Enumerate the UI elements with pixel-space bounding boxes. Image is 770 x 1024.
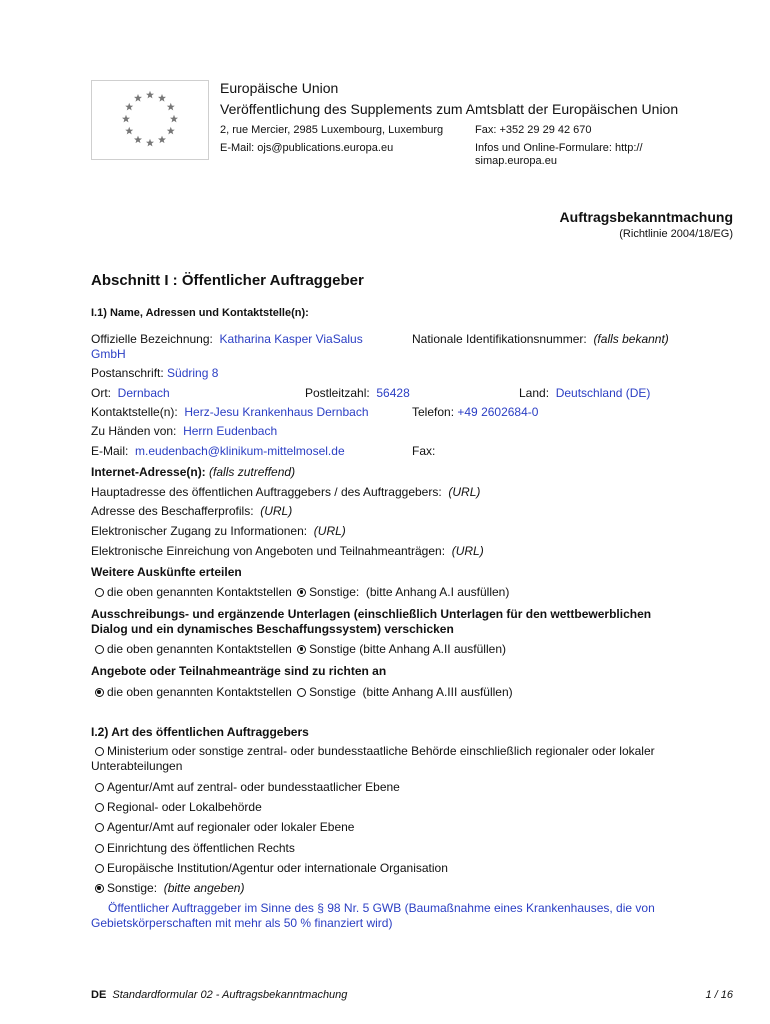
i2-heading: I.2) Art des öffentlichen Auftraggebers (91, 725, 309, 739)
type-ministry-radio[interactable] (95, 747, 104, 756)
eu-star-icon (122, 115, 130, 123)
e-submit-row (91, 544, 484, 558)
e-access-label: Elektronischer Zugang zu Informationen: (91, 524, 308, 538)
type-ministry-label: Ministerium oder sonstige zentral- oder bundesstaatliche Behörde einschließlich regionaler oder lokaler (107, 744, 655, 758)
type-regional-agency-label: Agentur/Amt auf regionaler oder lokaler Ebene (107, 820, 355, 834)
header-fax: Fax: +352 29 29 42 670 (475, 124, 592, 136)
type-other-text-line2: Gebietskörperschaften mit mehr als 50 % finanziert wird) (91, 916, 393, 930)
type-central-agency-label: Agentur/Amt auf zentral- oder bundesstaatlicher Ebene (107, 780, 400, 794)
email-label: E-Mail: (91, 444, 129, 458)
internet-row (91, 465, 295, 479)
postcode-label: Postleitzahl: (305, 386, 370, 400)
type-regional-authority-row (95, 800, 262, 814)
footer-form: Standardformular 02 - Auftragsbekanntmachung (112, 989, 348, 1001)
type-eu-institution-row (95, 861, 448, 875)
i1-heading: I.1) Name, Adressen und Kontaktstelle(n): (91, 307, 309, 319)
type-central-agency-radio[interactable] (95, 783, 104, 792)
internet-label: Internet-Adresse(n): (91, 465, 206, 479)
further-info-opt2-label: Sonstige: (309, 585, 360, 599)
header-infos-line1: Infos und Online-Formulare: http:// (475, 142, 643, 154)
eu-star-icon (134, 94, 142, 102)
documents-radio-contacts[interactable] (95, 645, 104, 654)
national-id-row (412, 332, 669, 346)
country-row (519, 386, 650, 400)
buyer-profile-value: (URL) (260, 504, 293, 518)
further-info-opt2-note: (bitte Anhang A.I ausfüllen) (365, 585, 510, 599)
footer-left (91, 989, 347, 1001)
postcode-row (305, 386, 410, 400)
attention-row (91, 424, 277, 438)
eu-star-icon (125, 127, 133, 135)
postal-value: Südring 8 (167, 366, 219, 380)
attention-label: Zu Händen von: (91, 424, 177, 438)
main-address-label: Hauptadresse des öffentlichen Auftraggebers / des Auftraggebers: (91, 485, 442, 499)
phone-row (412, 405, 538, 419)
contact-value: Herz-Jesu Krankenhaus Dernbach (184, 405, 369, 419)
doc-directive: (Richtlinie 2004/18/EG) (619, 228, 733, 240)
documents-opt2-label: Sonstige (309, 642, 356, 656)
header-email: E-Mail: ojs@publications.europa.eu (220, 142, 394, 154)
postcode-value: 56428 (376, 386, 410, 400)
type-other-label: Sonstige: (107, 881, 158, 895)
type-regional-agency-row (95, 820, 354, 834)
contact-row (91, 405, 369, 419)
documents-opt2-note: (bitte Anhang A.II ausfüllen) (359, 642, 506, 656)
type-public-law-label: Einrichtung des öffentlichen Rechts (107, 841, 295, 855)
main-address-row (91, 485, 480, 499)
country-value: Deutschland (DE) (555, 386, 651, 400)
header-infos-line2: simap.europa.eu (475, 155, 557, 167)
header-address: 2, rue Mercier, 2985 Luxembourg, Luxemburg (220, 124, 444, 136)
eu-logo-frame (91, 80, 209, 160)
type-ministry-row (95, 744, 655, 758)
documents-heading-line2: Dialog und ein dynamisches Beschaffungssystem) verschicken (91, 622, 454, 636)
eu-star-icon (158, 136, 166, 144)
further-info-radio-contacts[interactable] (95, 588, 104, 597)
offers-heading: Angebote oder Teilnahmeanträge sind zu richten an (91, 664, 387, 678)
footer-lang: DE (91, 989, 107, 1001)
type-ministry-label-cont: Unterabteilungen (91, 759, 183, 773)
e-access-row (91, 524, 346, 538)
further-info-opt1-label: die oben genannten Kontaktstellen (107, 585, 292, 599)
eu-star-icon (167, 127, 175, 135)
e-access-value: (URL) (313, 524, 346, 538)
eu-star-icon (167, 103, 175, 111)
email-value: m.eudenbach@klinikum-mittelmosel.de (135, 444, 345, 458)
postal-label: Postanschrift: (91, 366, 164, 380)
doc-title: Auftragsbekanntmachung (559, 209, 733, 225)
type-regional-authority-radio[interactable] (95, 803, 104, 812)
type-regional-agency-radio[interactable] (95, 823, 104, 832)
attention-value: Herrn Eudenbach (183, 424, 278, 438)
buyer-profile-label: Adresse des Beschafferprofils: (91, 504, 254, 518)
city-label: Ort: (91, 386, 111, 400)
offers-opt2-label: Sonstige (309, 685, 356, 699)
eu-star-icon (158, 94, 166, 102)
email-row (91, 444, 345, 458)
eu-star-icon (146, 91, 154, 99)
type-eu-institution-radio[interactable] (95, 864, 104, 873)
offers-options (95, 685, 513, 699)
documents-opt1-label: die oben genannten Kontaktstellen (107, 642, 292, 656)
national-id-label: Nationale Identifikationsnummer: (412, 332, 587, 346)
offers-radio-contacts[interactable] (95, 688, 104, 697)
eu-flag-icon (92, 81, 208, 159)
national-id-note: (falls bekannt) (593, 332, 669, 346)
phone-label: Telefon: (412, 405, 455, 419)
further-info-radio-other[interactable] (297, 588, 306, 597)
offers-opt2-note: (bitte Anhang A.III ausfüllen) (362, 685, 513, 699)
header-subtitle: Veröffentlichung des Supplements zum Amtsblatt der Europäischen Union (220, 101, 679, 117)
further-info-options (95, 585, 509, 599)
documents-options (95, 642, 506, 656)
city-value: Dernbach (117, 386, 170, 400)
official-name-value: Katharina Kasper ViaSalus (219, 332, 363, 346)
offers-radio-other[interactable] (297, 688, 306, 697)
documents-heading-line1: Ausschreibungs- und ergänzende Unterlagen (einschließlich Unterlagen für den wettbewerblichen (91, 607, 652, 621)
city-row (91, 386, 170, 400)
header-org: Europäische Union (220, 80, 339, 96)
eu-star-icon (125, 103, 133, 111)
type-regional-authority-label: Regional- oder Lokalbehörde (107, 800, 262, 814)
type-public-law-row (95, 841, 295, 855)
postal-row (91, 366, 218, 380)
offers-opt1-label: die oben genannten Kontaktstellen (107, 685, 292, 699)
official-name-label: Offizielle Bezeichnung: (91, 332, 213, 346)
type-other-text-line1: Öffentlicher Auftraggeber im Sinne des § 98 Nr. 5 GWB (Baumaßnahme eines Krankenhauses, die von (108, 901, 655, 915)
e-submit-label: Elektronische Einreichung von Angeboten und Teilnahmeanträgen: (91, 544, 446, 558)
eu-star-icon (134, 136, 142, 144)
main-address-value: (URL) (448, 485, 481, 499)
fax-label: Fax: (412, 444, 436, 458)
phone-value: +49 2602684-0 (457, 405, 539, 419)
type-public-law-radio[interactable] (95, 844, 104, 853)
type-other-note: (bitte angeben) (163, 881, 245, 895)
further-info-heading: Weitere Auskünfte erteilen (91, 565, 242, 579)
official-name-value-cont: GmbH (91, 347, 126, 361)
internet-note: (falls zutreffend) (209, 465, 296, 479)
country-label: Land: (519, 386, 550, 400)
type-eu-institution-label: Europäische Institution/Agentur oder internationale Organisation (107, 861, 448, 875)
contact-label: Kontaktstelle(n): (91, 405, 178, 419)
documents-radio-other[interactable] (297, 645, 306, 654)
official-name-row (91, 332, 363, 346)
eu-star-icon (146, 139, 154, 147)
section-heading: Abschnitt I : Öffentlicher Auftraggeber (91, 272, 364, 289)
footer-page: 1 / 16 (705, 989, 733, 1001)
type-central-agency-row (95, 780, 400, 794)
type-other-radio[interactable] (95, 884, 104, 893)
buyer-profile-row (91, 504, 292, 518)
eu-star-icon (170, 115, 178, 123)
type-other-row (95, 881, 244, 895)
e-submit-value: (URL) (451, 544, 484, 558)
